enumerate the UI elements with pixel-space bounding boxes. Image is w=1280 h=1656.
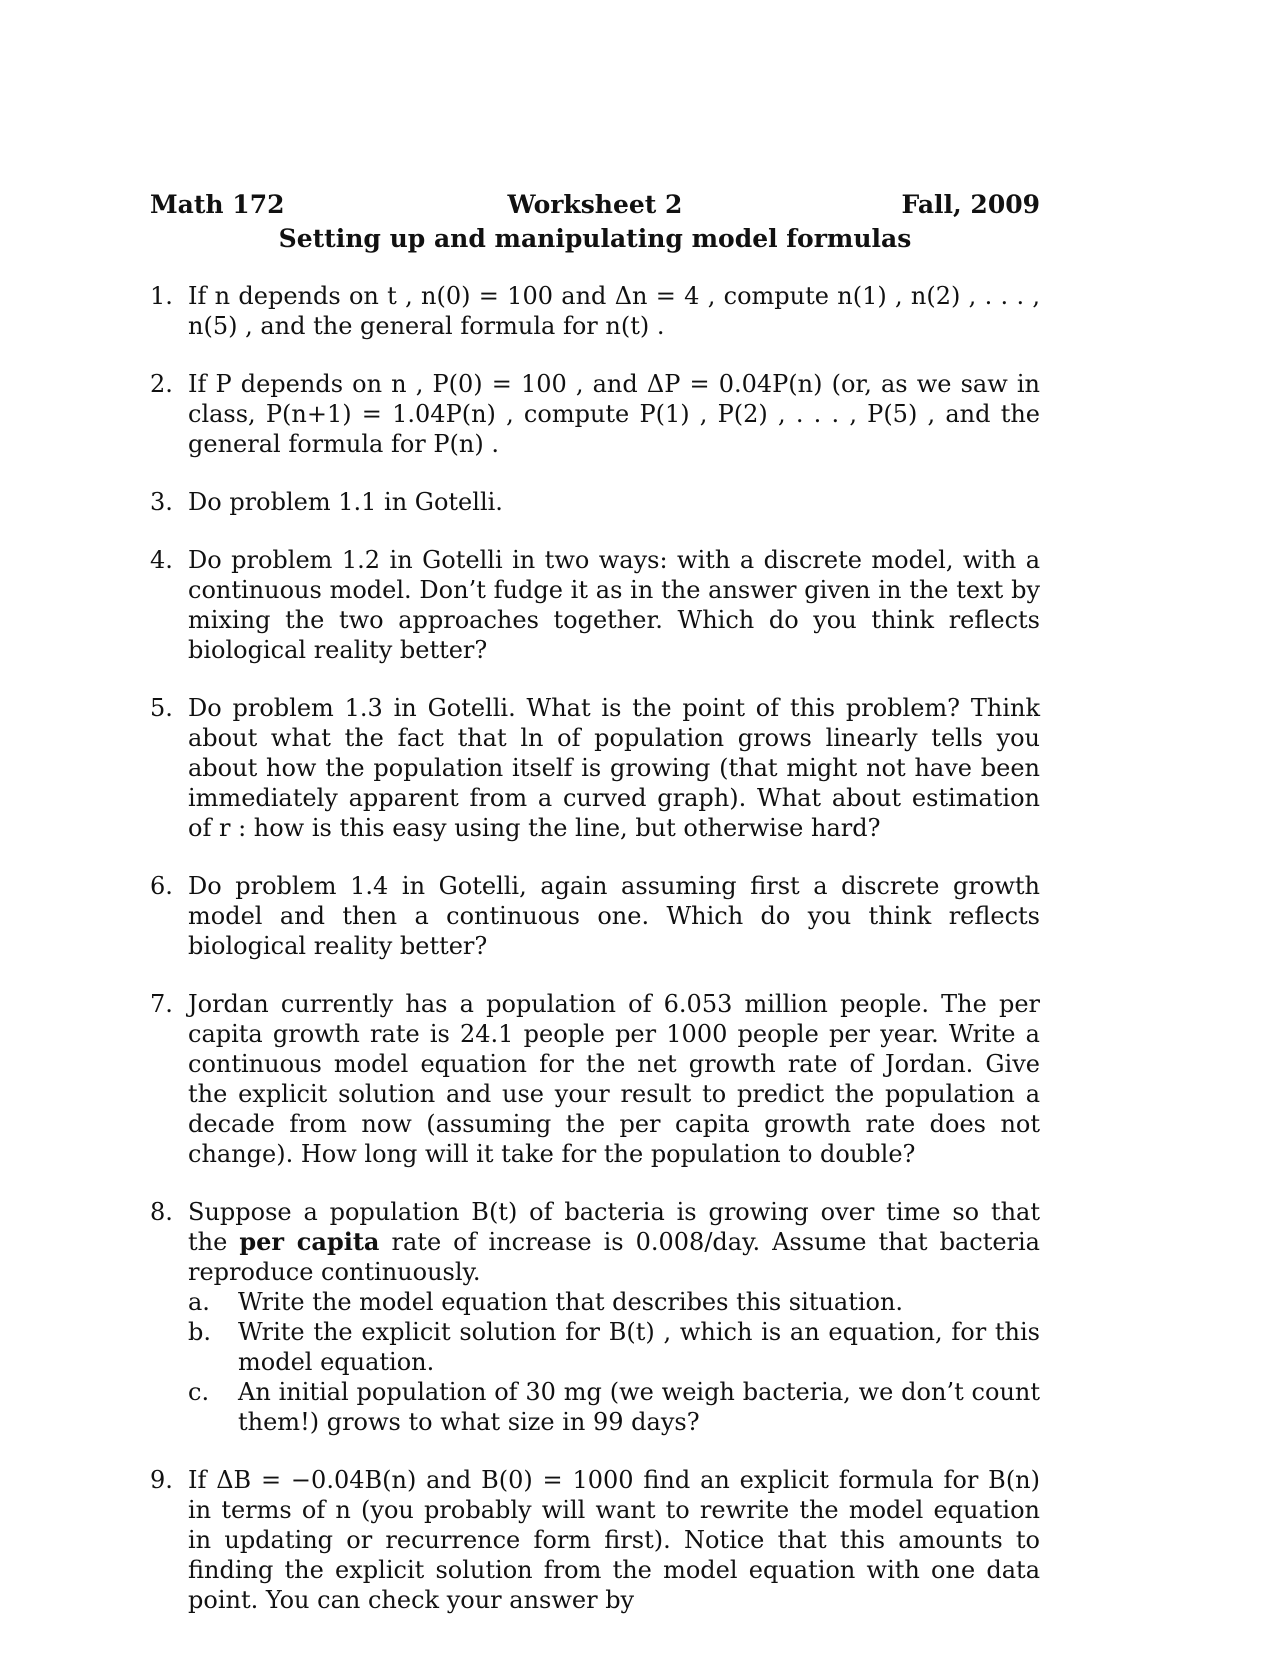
problem-6 [150, 871, 1040, 961]
problem-text: Do problem 1.4 in Gotelli, again assuming first a discrete growth model and then a continuous one. Which do you think reflects biological reality better? [188, 872, 1040, 960]
subpart-letter: a. [188, 1288, 210, 1316]
header [150, 190, 1040, 224]
problem-3 [150, 487, 1040, 517]
problem-number: 2. [150, 370, 173, 398]
problem-text: If P depends on n , P(0) = 100 , and ΔP = 0.04P(n) (or, as we saw in class, P(n+1) = 1.04P(n) , compute P(1) , P(2) , . . . , P(5) , and the general formula for P(n) . [188, 370, 1040, 458]
problem-intro [188, 1198, 1040, 1286]
problem-4 [150, 545, 1040, 665]
problem-list [150, 281, 1040, 1615]
term-label: Fall, 2009 [901, 190, 1040, 219]
problem-text: If n depends on t , n(0) = 100 and Δn = 4 , compute n(1) , n(2) , . . . , n(5) , and the general formula for n(t) . [188, 282, 1040, 340]
problem-text: Do problem 1.1 in Gotelli. [188, 488, 503, 516]
problem-number: 1. [150, 282, 173, 310]
subpart-text: Write the model equation that describes this situation. [238, 1288, 904, 1316]
problem-number: 5. [150, 694, 173, 722]
problem-2 [150, 369, 1040, 459]
course-label: Math 172 [150, 190, 285, 219]
worksheet-page [150, 190, 1040, 1643]
subpart-c [188, 1377, 1040, 1437]
worksheet-title: Worksheet 2 [507, 190, 683, 219]
problem-7 [150, 989, 1040, 1169]
subpart-letter: b. [188, 1318, 211, 1346]
intro-bold: per capita [239, 1227, 380, 1256]
problem-number: 3. [150, 488, 173, 516]
subpart-text: An initial population of 30 mg (we weigh bacteria, we don’t count them!) grows to what size in 99 days? [238, 1378, 1040, 1436]
problem-9 [150, 1465, 1040, 1615]
problem-number: 9. [150, 1466, 173, 1494]
subpart-a [188, 1287, 1040, 1317]
subpart-b [188, 1317, 1040, 1377]
problem-5 [150, 693, 1040, 843]
subpart-letter: c. [188, 1378, 210, 1406]
problem-text: Do problem 1.3 in Gotelli. What is the point of this problem? Think about what the fact that ln of population grows linearly tells you about how the population itself is growing (that might not have been immediately apparent from a curved graph). What about estimation of r : how is this easy using the line, but otherwise hard? [188, 694, 1040, 842]
problem-1 [150, 281, 1040, 341]
problem-8 [150, 1197, 1040, 1437]
worksheet-subtitle: Setting up and manipulating model formulas [278, 224, 912, 253]
problem-number: 6. [150, 872, 173, 900]
intro-after: rate of increase is 0.008/day. Assume that bacteria reproduce continuously. [188, 1228, 1040, 1286]
problem-text: If ΔB = −0.04B(n) and B(0) = 1000 find an explicit formula for B(n) in terms of n (you probably will want to rewrite the model equation in updating or recurrence form first). Notice that this amounts to finding the explicit solution from the model equation with one data point. You can check your answer by [188, 1466, 1040, 1614]
intro-before: Suppose a population B(t) of bacteria is growing over time so that the [188, 1198, 1040, 1256]
problem-number: 7. [150, 990, 173, 1018]
problem-number: 4. [150, 546, 173, 574]
problem-number: 8. [150, 1198, 173, 1226]
problem-text: Do problem 1.2 in Gotelli in two ways: with a discrete model, with a continuous model. Don’t fudge it as in the answer given in the text by mixing the two approaches together. Which do you think reflects biological reality better? [188, 546, 1040, 664]
subpart-text: Write the explicit solution for B(t) , which is an equation, for this model equation. [238, 1318, 1040, 1376]
problem-text: Jordan currently has a population of 6.053 million people. The per capita growth rate is 24.1 people per 1000 people per year. Write a continuous model equation for the net growth rate of Jordan. Give the explicit solution and use your result to predict the population a decade from now (assuming the per capita growth rate does not change). How long will it take for the population to double? [188, 990, 1040, 1168]
